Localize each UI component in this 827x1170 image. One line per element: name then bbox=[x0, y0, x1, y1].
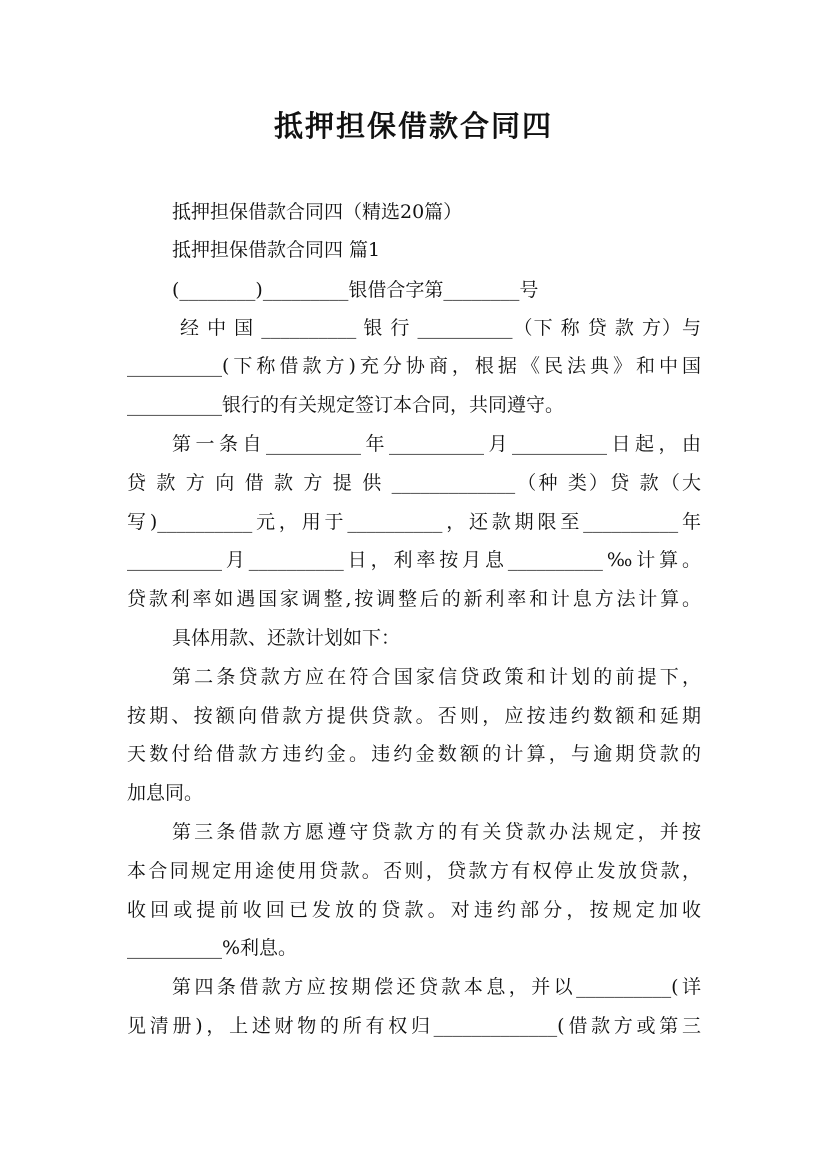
paragraph-line: 经 中 国 __________ 银 行 __________（下 称 贷 款 方）与 bbox=[180, 317, 701, 339]
paragraph-line: 写)__________元，用于__________，还款期限至__________年 bbox=[127, 511, 701, 533]
paragraph-line: 具体用款、还款计划如下： bbox=[172, 627, 401, 649]
document-title: 抵押担保借款合同四 bbox=[273, 109, 553, 143]
paragraph-line: __________月__________日，利率按月息__________‰计算。 bbox=[127, 549, 701, 571]
contract-number-line: (________)_________银借合字第________号 bbox=[172, 279, 539, 301]
paragraph-line: 收回或提前收回已发放的贷款。对违约部分，按规定加收 bbox=[127, 899, 701, 921]
paragraph-line: 见清册)，上述财物的所有权归_____________(借款方或第三 bbox=[127, 1015, 701, 1037]
paragraph-line: __________银行的有关规定签订本合同，共同遵守。 bbox=[127, 394, 565, 416]
paragraph-line: 贷 款 方 向 借 款 方 提 供 _____________（种 类）贷 款（大 bbox=[127, 472, 701, 494]
paragraph-line: 天数付给借款方违约金。违约金数额的计算，与逾期贷款的 bbox=[127, 743, 701, 765]
paragraph-line: 按期、按额向借款方提供贷款。否则，应按违约数额和延期 bbox=[127, 705, 701, 727]
paragraph-line: __________(下称借款方)充分协商，根据《民法典》和中国 bbox=[127, 355, 701, 377]
paragraph-line: 第一条自__________年__________月__________日起，由 bbox=[172, 433, 701, 455]
paragraph-line: __________%利息。 bbox=[127, 937, 298, 959]
subtitle-line: 抵押担保借款合同四（精选20篇） bbox=[172, 201, 463, 223]
paragraph-line: 第二条贷款方应在符合国家信贷政策和计划的前提下， bbox=[172, 666, 701, 688]
paragraph-line: 本合同规定用途使用贷款。否则，贷款方有权停止发放贷款， bbox=[127, 860, 701, 882]
paragraph-line: 贷款利率如遇国家调整,按调整后的新利率和计息方法计算。 bbox=[127, 588, 701, 610]
paragraph-line: 加息同。 bbox=[127, 782, 204, 804]
section-heading: 抵押担保借款合同四 篇1 bbox=[172, 239, 381, 261]
paragraph-line: 第三条借款方愿遵守贷款方的有关贷款办法规定，并按 bbox=[172, 821, 701, 843]
paragraph-line: 第四条借款方应按期偿还贷款本息，并以__________(详 bbox=[172, 976, 701, 998]
